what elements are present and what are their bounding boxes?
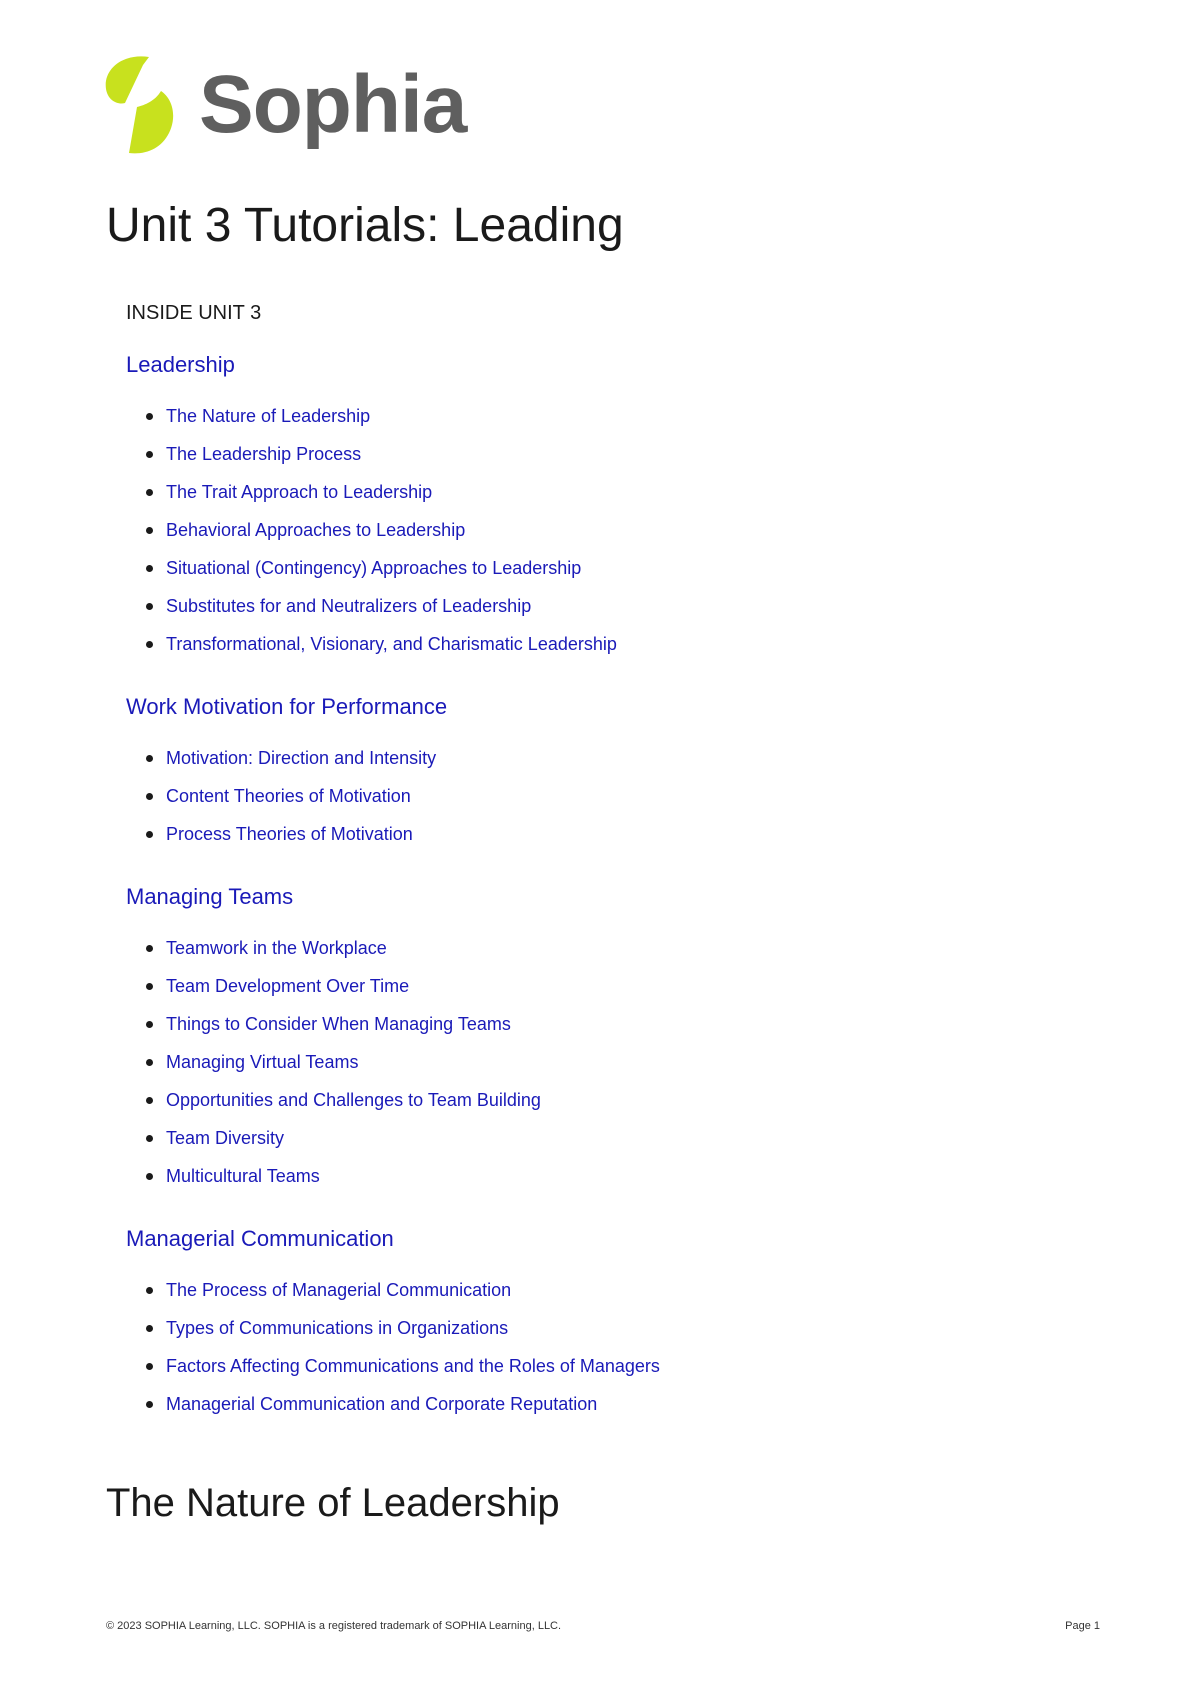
list-item <box>126 479 1126 517</box>
toc-link[interactable]: The Nature of Leadership <box>166 406 371 426</box>
list-item <box>126 821 1126 859</box>
toc-link[interactable]: Motivation: Direction and Intensity <box>166 748 437 768</box>
list-item <box>126 1277 1126 1315</box>
page-title: Unit 3 Tutorials: Leading <box>106 199 624 252</box>
list-item <box>126 783 1126 821</box>
list-item <box>126 403 1126 441</box>
toc-link[interactable]: Types of Communications in Organizations <box>166 1318 509 1338</box>
list-item <box>126 1049 1126 1087</box>
toc-section-leadership[interactable]: Leadership <box>126 352 235 377</box>
toc-link[interactable]: The Process of Managerial Communication <box>166 1280 512 1300</box>
toc-link[interactable]: Factors Affecting Communications and the Roles of Managers <box>166 1356 660 1376</box>
toc-list-managerial-communication <box>126 1277 1126 1429</box>
toc-label: INSIDE UNIT 3 <box>126 302 262 324</box>
list-item <box>126 1315 1126 1353</box>
toc-section-work-motivation[interactable]: Work Motivation for Performance <box>126 694 448 719</box>
toc-list-leadership <box>126 403 1126 669</box>
toc-link[interactable]: Transformational, Visionary, and Charismatic Leadership <box>166 634 617 654</box>
toc-section-managerial-communication[interactable]: Managerial Communication <box>126 1226 394 1251</box>
toc-link[interactable]: The Trait Approach to Leadership <box>166 482 433 502</box>
toc-link[interactable]: Teamwork in the Workplace <box>166 938 387 958</box>
list-item <box>126 1163 1126 1201</box>
toc-link[interactable]: Process Theories of Motivation <box>166 824 413 844</box>
section-heading: The Nature of Leadership <box>106 1481 560 1525</box>
table-of-contents <box>126 300 1126 1453</box>
toc-link[interactable]: Things to Consider When Managing Teams <box>166 1014 511 1034</box>
list-item <box>126 1353 1126 1391</box>
toc-link[interactable]: Content Theories of Motivation <box>166 786 411 806</box>
toc-link[interactable]: Multicultural Teams <box>166 1166 320 1186</box>
list-item <box>126 1125 1126 1163</box>
toc-link[interactable]: Opportunities and Challenges to Team Building <box>166 1090 541 1110</box>
list-item <box>126 593 1126 631</box>
sophia-logo <box>103 55 466 155</box>
toc-link[interactable]: The Leadership Process <box>166 444 362 464</box>
sophia-s-mark-icon <box>103 55 175 155</box>
list-item <box>126 935 1126 973</box>
list-item <box>126 631 1126 669</box>
toc-link[interactable]: Situational (Contingency) Approaches to Leadership <box>166 558 582 578</box>
toc-list-managing-teams <box>126 935 1126 1201</box>
logo-wordmark: Sophia <box>199 59 467 150</box>
list-item <box>126 745 1126 783</box>
page-number: Page 1 <box>1065 1620 1100 1632</box>
toc-link[interactable]: Behavioral Approaches to Leadership <box>166 520 466 540</box>
list-item <box>126 973 1126 1011</box>
list-item <box>126 517 1126 555</box>
toc-link[interactable]: Team Development Over Time <box>166 976 410 996</box>
toc-list-work-motivation <box>126 745 1126 859</box>
list-item <box>126 555 1126 593</box>
list-item <box>126 1011 1126 1049</box>
toc-link[interactable]: Managerial Communication and Corporate Reputation <box>166 1394 598 1414</box>
toc-link[interactable]: Managing Virtual Teams <box>166 1052 359 1072</box>
page-footer <box>106 1620 1100 1632</box>
list-item <box>126 441 1126 479</box>
toc-link[interactable]: Substitutes for and Neutralizers of Leadership <box>166 596 532 616</box>
copyright-text: © 2023 SOPHIA Learning, LLC. SOPHIA is a registered trademark of SOPHIA Learning, LLC. <box>106 1620 562 1632</box>
toc-link[interactable]: Team Diversity <box>166 1128 285 1148</box>
list-item <box>126 1391 1126 1429</box>
toc-section-managing-teams[interactable]: Managing Teams <box>126 884 294 909</box>
list-item <box>126 1087 1126 1125</box>
